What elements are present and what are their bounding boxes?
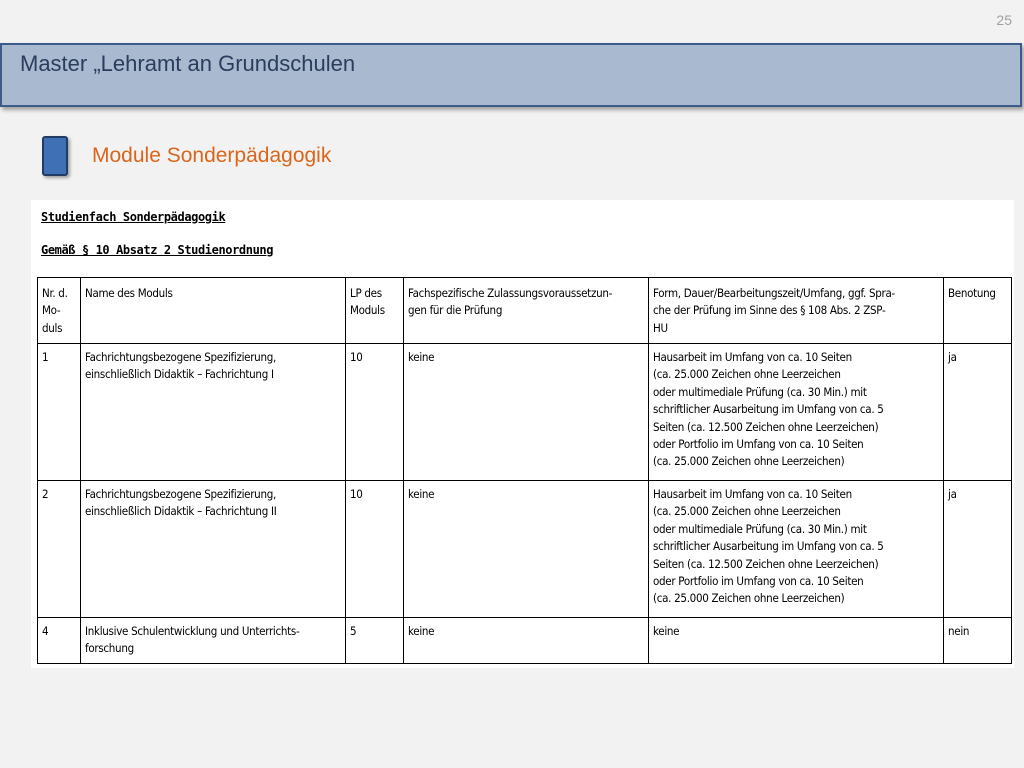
column-header-form: Form, Dauer/Bearbeitungszeit/Umfang, ggf. Spra- che der Prüfung im Sinne des § 108 Abs. 2 ZSP- HU bbox=[649, 278, 944, 344]
cell-form: keine bbox=[649, 618, 944, 664]
cell-nr: 1 bbox=[38, 344, 81, 481]
cell-name: Fachrichtungsbezogene Spezifizierung, einschließlich Didaktik – Fachrichtung I bbox=[81, 344, 346, 481]
table-row bbox=[38, 618, 1012, 664]
cell-zulassung: keine bbox=[404, 481, 649, 618]
document-scan bbox=[31, 200, 1014, 668]
page-number: 25 bbox=[996, 12, 1012, 28]
cell-nr: 4 bbox=[38, 618, 81, 664]
cell-name: Fachrichtungsbezogene Spezifizierung, einschließlich Didaktik – Fachrichtung II bbox=[81, 481, 346, 618]
column-header-benotung: Benotung bbox=[944, 278, 1012, 344]
cell-lp: 10 bbox=[346, 344, 404, 481]
cell-zulassung: keine bbox=[404, 618, 649, 664]
column-header-name: Name des Moduls bbox=[81, 278, 346, 344]
bullet-square-icon bbox=[42, 136, 68, 176]
table-row bbox=[38, 481, 1012, 618]
document-subheading: Gemäß § 10 Absatz 2 Studienordnung bbox=[41, 243, 274, 257]
slide-title: Master „Lehramt an Grundschulen bbox=[20, 51, 356, 76]
cell-form: Hausarbeit im Umfang von ca. 10 Seiten (ca. 25.000 Zeichen ohne Leerzeichen oder multimediale Prüfung (ca. 30 Min.) mit schriftlicher Ausarbeitung im Umfang von ca. 5 Seiten (ca. 12.500 Zeichen ohne Leerzeichen) oder Portfolio im Umfang von ca. 10 Seiten (ca. 25.000 Zeichen ohne Leerzeichen) bbox=[649, 344, 944, 481]
modules-table bbox=[37, 277, 1012, 664]
cell-benotung: ja bbox=[944, 481, 1012, 618]
cell-benotung: ja bbox=[944, 344, 1012, 481]
cell-zulassung: keine bbox=[404, 344, 649, 481]
slide-subtitle: Module Sonderpädagogik bbox=[92, 144, 332, 167]
table-header-row bbox=[38, 278, 1012, 344]
table-row bbox=[38, 344, 1012, 481]
cell-benotung: nein bbox=[944, 618, 1012, 664]
column-header-nr: Nr. d. Mo- duls bbox=[38, 278, 81, 344]
cell-form: Hausarbeit im Umfang von ca. 10 Seiten (ca. 25.000 Zeichen ohne Leerzeichen oder multimediale Prüfung (ca. 30 Min.) mit schriftlicher Ausarbeitung im Umfang von ca. 5 Seiten (ca. 12.500 Zeichen ohne Leerzeichen) oder Portfolio im Umfang von ca. 10 Seiten (ca. 25.000 Zeichen ohne Leerzeichen) bbox=[649, 481, 944, 618]
cell-lp: 10 bbox=[346, 481, 404, 618]
cell-lp: 5 bbox=[346, 618, 404, 664]
title-bar bbox=[0, 43, 1022, 107]
cell-nr: 2 bbox=[38, 481, 81, 618]
document-heading: Studienfach Sonderpädagogik bbox=[41, 210, 226, 224]
column-header-lp: LP des Moduls bbox=[346, 278, 404, 344]
cell-name: Inklusive Schulentwicklung und Unterrichts- forschung bbox=[81, 618, 346, 664]
column-header-zulassung: Fachspezifische Zulassungsvoraussetzun- gen für die Prüfung bbox=[404, 278, 649, 344]
